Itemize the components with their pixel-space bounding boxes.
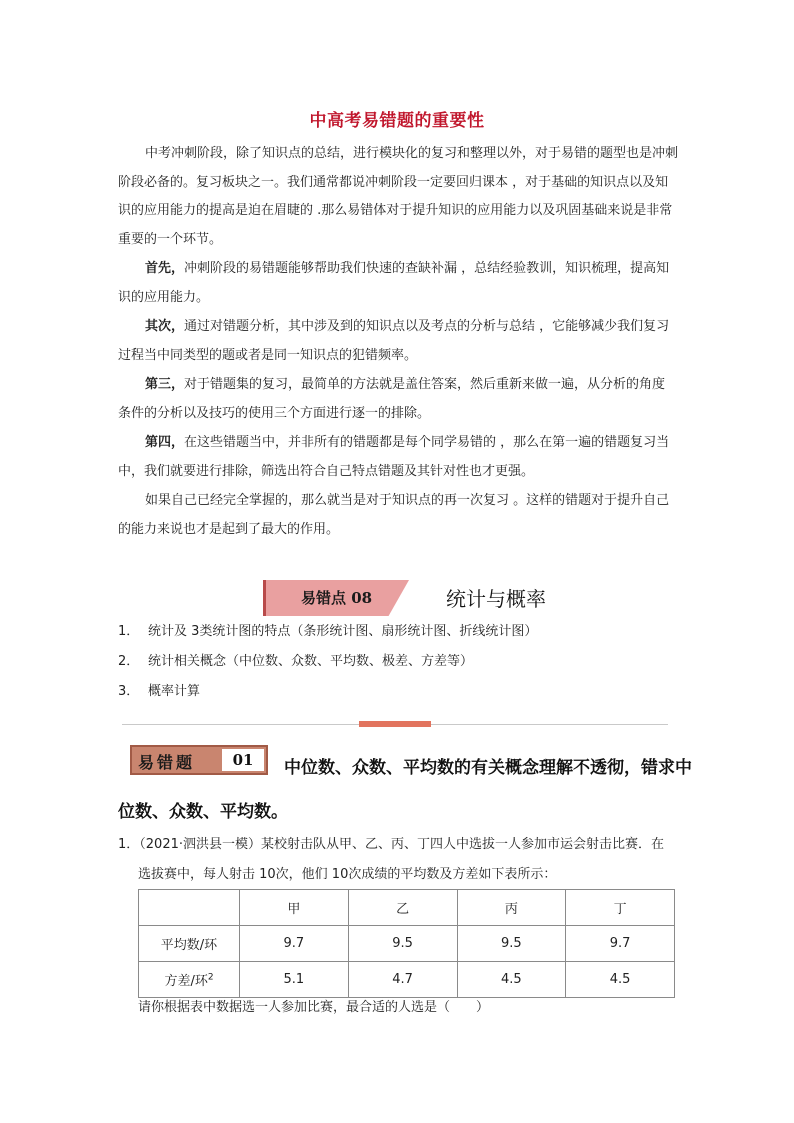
table-cell: 4.5 (457, 962, 566, 998)
answer-prompt: 请你根据表中数据选一人参加比赛，最合适的人选是（ ） (138, 1000, 490, 1015)
point-text: 在这些错题当中，并非所有的错题都是每个同学易错的 ，那么在第一遍的错题复习当中，我们就要进行排除，筛选出符合自己特点错题及其针对性也才更强。 (118, 435, 670, 479)
section-banner (263, 580, 409, 616)
table-header-row (139, 890, 675, 926)
table-cell: 9.7 (240, 926, 349, 962)
section-tag-label: 易错点 08 (301, 589, 373, 607)
point-text: 通过对错题分析，其中涉及到的知识点以及考点的分析与总结 ，它能够减少我们复习过程当中同类型的题或者是同一知识点的犯错频率。 (118, 319, 670, 363)
list-text: 概率计算 (148, 684, 201, 699)
error-label-box (130, 745, 268, 775)
divider-accent (359, 721, 431, 727)
topic-list (118, 621, 537, 711)
list-item (118, 651, 537, 681)
page-title: 中高考易错题的重要性 (309, 111, 485, 131)
point-lead: 首先， (145, 261, 185, 276)
point-lead: 第四， (145, 435, 185, 450)
question-line-1: 1．（2021·泗洪县一模）某校射击队从甲、乙、丙、丁四人中选拔一人参加市运会射击比赛．在 (118, 837, 664, 852)
list-number: 1． (118, 624, 140, 639)
table-header-cell: 丁 (566, 890, 675, 926)
intro-paragraph: 中考冲刺阶段，除了知识点的总结，进行模块化的复习和整理以外，对于易错的题型也是冲刺阶段必备的。复习板块之一。我们通常都说冲刺阶段一定要回归课本 ，对于基础的知识点以及知识的应用能力的提高是迫在眉睫的 .那么易错体对于提升知识的应用能力以及巩固基础来说是非常重要的一个环节。 (118, 146, 679, 247)
row-label-text: 方差/环 (164, 974, 208, 989)
table-cell: 9.5 (348, 926, 457, 962)
table-row-label (139, 962, 240, 998)
table-header-cell: 乙 (348, 890, 457, 926)
section-title: 统计与概率 (446, 587, 546, 611)
table-cell: 4.5 (566, 962, 675, 998)
table-cell: 5.1 (240, 962, 349, 998)
list-text: 统计及 3类统计图的特点（条形统计图、扇形统计图、折线统计图） (148, 624, 538, 639)
list-number: 2． (118, 654, 140, 669)
point-paragraph-3 (118, 371, 678, 428)
table-header-cell (139, 890, 240, 926)
list-item (118, 621, 537, 651)
row-label-text: 平均数/环 (160, 938, 218, 953)
point-text: 冲刺阶段的易错题能够帮助我们快速的查缺补漏 ，总结经验教训，知识梳理，提高知识的应用能力。 (118, 261, 670, 305)
score-table (138, 889, 675, 998)
question-line-2: 选拔赛中，每人射击 10次，他们 10次成绩的平均数及方差如下表所示： (138, 867, 557, 882)
table-cell: 4.7 (348, 962, 457, 998)
table-row (139, 962, 675, 998)
point-lead: 第三， (145, 377, 185, 392)
closing-paragraph: 如果自己已经完全掌握的，那么就当是对于知识点的再一次复习 。这样的错题对于提升自己的能力来说也才是起到了最大的作用。 (118, 493, 670, 537)
table-cell: 9.7 (566, 926, 675, 962)
point-paragraph-1 (118, 255, 678, 312)
point-text: 对于错题集的复习，最简单的方法就是盖住答案，然后重新来做一遍，从分析的角度条件的分析以及技巧的使用三个方面进行逐一的排除。 (118, 377, 666, 421)
table-header-cell: 丙 (457, 890, 566, 926)
list-item (118, 681, 537, 711)
table-cell: 9.5 (457, 926, 566, 962)
table-row-label (139, 926, 240, 962)
table-header-cell: 甲 (240, 890, 349, 926)
point-lead: 其次， (145, 319, 185, 334)
question (118, 830, 698, 890)
error-number: 01 (222, 749, 264, 771)
error-heading: 中位数、众数、平均数的有关概念理解不透彻，错求中位数、众数、平均数。 (118, 758, 692, 822)
list-number: 3． (118, 684, 140, 699)
point-paragraph-4 (118, 429, 678, 486)
list-text: 统计相关概念（中位数、众数、平均数、极差、方差等） (148, 654, 474, 669)
row-label-sup: 2 (207, 972, 214, 983)
table-row (139, 926, 675, 962)
error-label: 易错题 (138, 753, 196, 772)
point-paragraph-2 (118, 313, 678, 370)
